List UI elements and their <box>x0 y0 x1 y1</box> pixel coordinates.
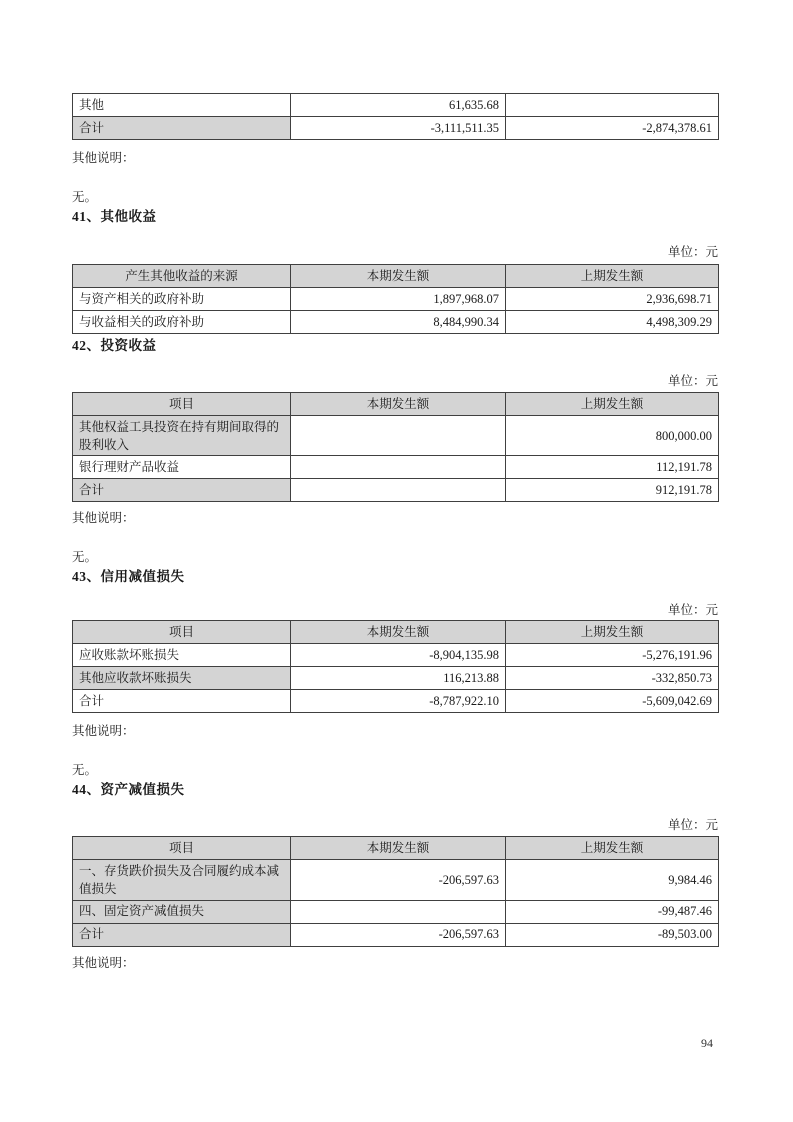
other-income-table <box>72 264 719 334</box>
row-label-cell: 与收益相关的政府补助 <box>73 311 291 334</box>
unit-label: 单位：元 <box>667 818 718 833</box>
none-text: 无。 <box>72 190 98 204</box>
row-label-cell: 其他 <box>73 94 291 117</box>
prior-period-cell: -2,874,378.61 <box>506 117 719 140</box>
table-row <box>73 311 719 334</box>
prior-period-cell: -89,503.00 <box>506 923 719 946</box>
other-note-label: 其他说明： <box>72 511 135 526</box>
row-label-cell: 四、固定资产减值损失 <box>73 900 291 923</box>
table-row <box>73 117 719 140</box>
prior-period-cell: 112,191.78 <box>506 456 719 479</box>
current-period-cell: 8,484,990.34 <box>291 311 506 334</box>
unit-label: 单位：元 <box>667 245 718 259</box>
row-label-cell: 一、存货跌价损失及合同履约成本减值损失 <box>73 860 291 900</box>
table-row <box>73 479 719 502</box>
table-row <box>73 94 719 117</box>
prior-period-cell: -5,609,042.69 <box>506 690 719 713</box>
row-label-cell: 合计 <box>73 923 291 946</box>
prior-period-cell: 9,984.46 <box>506 860 719 900</box>
table-header-row <box>73 837 719 860</box>
table-row <box>73 690 719 713</box>
table-row <box>73 416 719 456</box>
continuation-table <box>72 93 719 140</box>
column-header: 本期发生额 <box>291 393 506 416</box>
prior-period-cell: 800,000.00 <box>506 416 719 456</box>
none-text: 无。 <box>72 550 98 565</box>
current-period-cell: -8,787,922.10 <box>291 690 506 713</box>
table-row <box>73 288 719 311</box>
row-label-cell: 合计 <box>73 117 291 140</box>
prior-period-cell: 2,936,698.71 <box>506 288 719 311</box>
prior-period-cell: -99,487.46 <box>506 900 719 923</box>
table-row <box>73 667 719 690</box>
page-number: 94 <box>701 1036 713 1050</box>
other-note-label: 其他说明： <box>72 955 135 970</box>
column-header: 上期发生额 <box>506 265 719 288</box>
column-header: 项目 <box>73 621 291 644</box>
unit-label: 单位：元 <box>667 603 718 618</box>
table-header-row <box>73 265 719 288</box>
section-heading-43: 43、信用减值损失 <box>72 569 185 585</box>
column-header: 项目 <box>73 393 291 416</box>
credit-impairment-table <box>72 620 719 713</box>
current-period-cell <box>291 900 506 923</box>
prior-period-cell: 912,191.78 <box>506 479 719 502</box>
current-period-cell: -206,597.63 <box>291 860 506 900</box>
section-heading-41: 41、其他收益 <box>72 209 157 224</box>
current-period-cell: -3,111,511.35 <box>291 117 506 140</box>
column-header: 上期发生额 <box>506 621 719 644</box>
row-label-cell: 合计 <box>73 479 291 502</box>
table-header-row <box>73 621 719 644</box>
other-note-label: 其他说明： <box>72 151 135 165</box>
prior-period-cell: 4,498,309.29 <box>506 311 719 334</box>
column-header: 上期发生额 <box>506 837 719 860</box>
column-header: 项目 <box>73 837 291 860</box>
prior-period-cell <box>506 94 719 117</box>
current-period-cell: 116,213.88 <box>291 667 506 690</box>
table-header-row <box>73 393 719 416</box>
table-row <box>73 923 719 946</box>
row-label-cell: 银行理财产品收益 <box>73 456 291 479</box>
current-period-cell <box>291 456 506 479</box>
current-period-cell: -8,904,135.98 <box>291 644 506 667</box>
investment-income-table <box>72 392 719 502</box>
table-row <box>73 860 719 900</box>
table-row <box>73 644 719 667</box>
prior-period-cell: -5,276,191.96 <box>506 644 719 667</box>
table-row <box>73 900 719 923</box>
current-period-cell: 1,897,968.07 <box>291 288 506 311</box>
row-label-cell: 与资产相关的政府补助 <box>73 288 291 311</box>
column-header: 本期发生额 <box>291 837 506 860</box>
row-label-cell: 应收账款坏账损失 <box>73 644 291 667</box>
section-heading-42: 42、投资收益 <box>72 338 157 353</box>
column-header: 本期发生额 <box>291 621 506 644</box>
row-label-cell: 合计 <box>73 690 291 713</box>
column-header: 产生其他收益的来源 <box>73 265 291 288</box>
prior-period-cell: -332,850.73 <box>506 667 719 690</box>
column-header: 上期发生额 <box>506 393 719 416</box>
other-note-label: 其他说明： <box>72 724 135 739</box>
current-period-cell: -206,597.63 <box>291 923 506 946</box>
row-label-cell: 其他应收款坏账损失 <box>73 667 291 690</box>
unit-label: 单位：元 <box>667 374 718 388</box>
column-header: 本期发生额 <box>291 265 506 288</box>
table-row <box>73 456 719 479</box>
none-text: 无。 <box>72 763 98 778</box>
asset-impairment-table <box>72 836 719 946</box>
row-label-cell: 其他权益工具投资在持有期间取得的股利收入 <box>73 416 291 456</box>
current-period-cell <box>291 479 506 502</box>
current-period-cell <box>291 416 506 456</box>
current-period-cell: 61,635.68 <box>291 94 506 117</box>
section-heading-44: 44、资产减值损失 <box>72 782 185 798</box>
